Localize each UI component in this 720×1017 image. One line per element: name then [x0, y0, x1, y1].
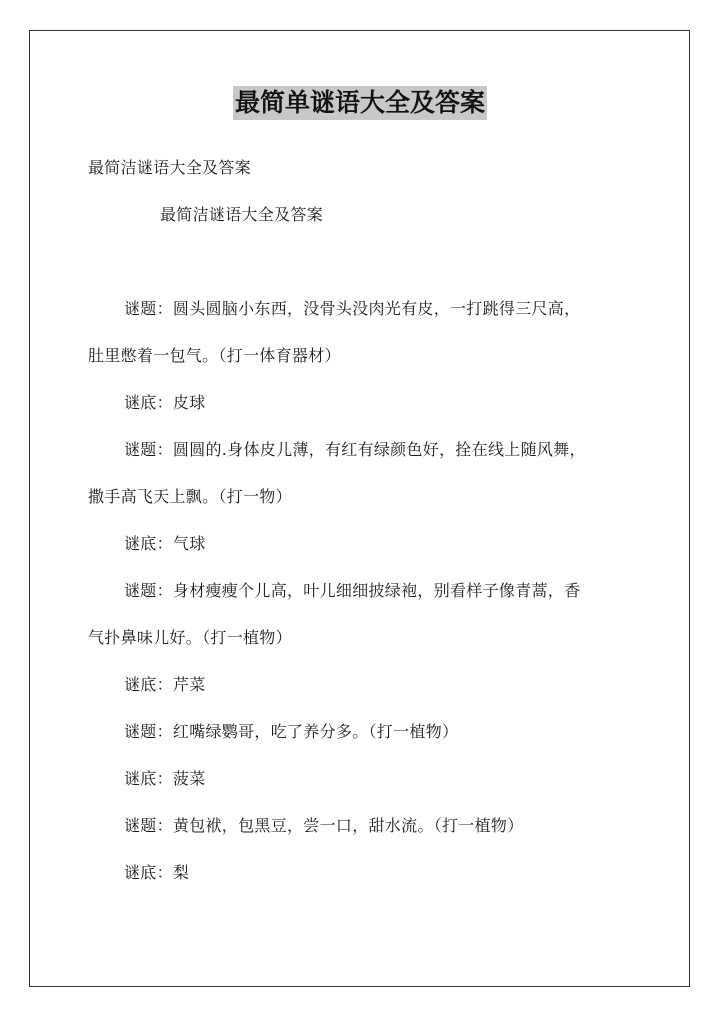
riddle-5-answer: 谜底：梨 [124, 863, 190, 882]
riddle-4-question-line-1: 谜题：红嘴绿鹦哥，吃了养分多。（打一植物） [124, 722, 459, 741]
subtitle-line-1: 最简洁谜语大全及答案 [88, 158, 252, 177]
riddle-1-question-line-2: 肚里憋着一包气。（打一体育器材） [88, 346, 341, 365]
riddle-2-question-line-2: 撒手高飞天上飘。（打一物） [88, 487, 292, 506]
riddle-3-question-line-1: 谜题：身材瘦瘦个儿高，叶儿细细披绿袍，别看样子像青蒿，香 [124, 581, 581, 600]
riddle-4-answer: 谜底：菠菜 [124, 769, 206, 788]
riddle-5-question-line-1: 谜题：黄包袱，包黑豆，尝一口，甜水流。（打一植物） [124, 816, 524, 835]
riddle-3-question-line-2: 气扑鼻味儿好。（打一植物） [88, 628, 292, 647]
title-container [0, 86, 720, 120]
riddle-3-answer: 谜底：芹菜 [124, 675, 206, 694]
riddle-2-question-line-1: 谜题：圆圆的.身体皮儿薄，有红有绿颜色好，拴在线上随风舞， [124, 440, 586, 459]
subtitle-line-2: 最简洁谜语大全及答案 [160, 205, 324, 224]
document-title: 最简单谜语大全及答案 [233, 86, 487, 120]
riddle-1-answer: 谜底：皮球 [124, 393, 206, 412]
riddle-1-question-line-1: 谜题：圆头圆脑小东西，没骨头没肉光有皮，一打跳得三尺高， [124, 299, 581, 318]
riddle-2-answer: 谜底：气球 [124, 534, 206, 553]
